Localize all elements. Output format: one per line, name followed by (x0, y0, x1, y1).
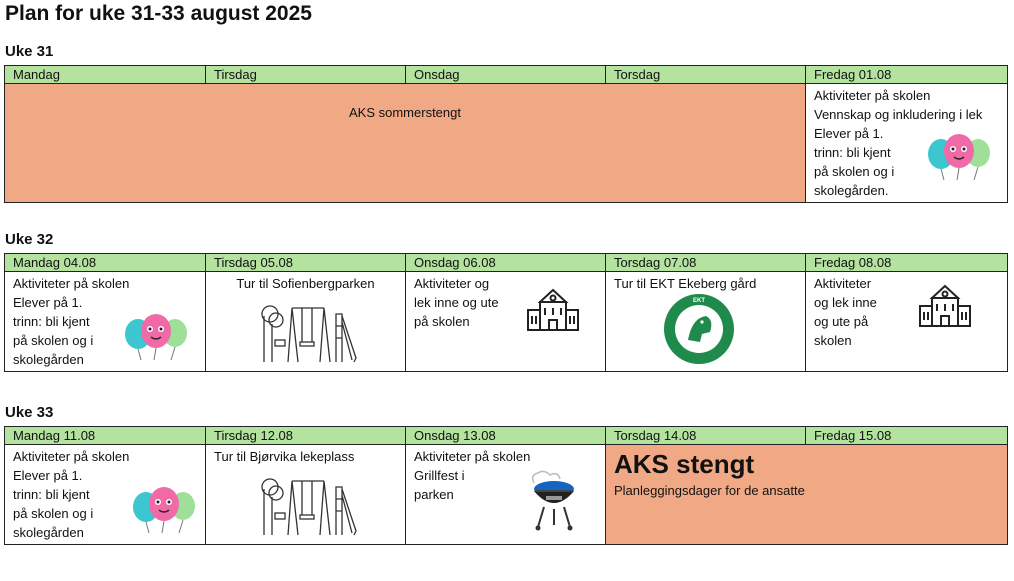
cell-line: skolen (814, 333, 852, 348)
cell-line: på skolen og i (13, 506, 94, 521)
cell-line: Aktiviteter på skolen (414, 449, 531, 464)
week-33-label: Uke 33 (5, 404, 54, 421)
cell-line: og lek inne (814, 295, 877, 310)
closed-cell (606, 445, 1008, 545)
closed-subtitle: Planleggingsdager for de ansatte (614, 483, 805, 498)
week-33-header-row (5, 427, 1008, 445)
tuesday-cell (206, 445, 406, 545)
week-31-header-row (5, 66, 1008, 84)
week-32-label: Uke 32 (5, 231, 54, 248)
playground-icon (258, 473, 360, 537)
farm-logo-icon (662, 292, 736, 366)
week-31-table (4, 65, 1008, 203)
monday-cell (5, 272, 206, 372)
logo-lettering: EKT (693, 298, 705, 304)
day-header: Onsdag (406, 66, 606, 84)
day-header: Torsdag 14.08 (606, 427, 806, 445)
cell-line: trinn: bli kjent (13, 487, 90, 502)
cell-line: Tur til Bjørvika lekeplass (214, 449, 355, 464)
cell-line: trinn: bli kjent (13, 314, 90, 329)
cell-line: Aktiviteter på skolen (13, 449, 130, 464)
cell-line: Aktiviteter på skolen (13, 276, 130, 291)
day-header: Torsdag (606, 66, 806, 84)
closed-text: AKS sommerstengt (349, 105, 461, 120)
day-header: Onsdag 13.08 (406, 427, 606, 445)
cell-line: Tur til Sofienbergparken (236, 276, 375, 291)
day-header: Fredag 15.08 (806, 427, 1008, 445)
thursday-cell (606, 272, 806, 372)
cell-line: Aktiviteter (814, 276, 872, 291)
school-icon (526, 286, 580, 332)
week-32-header-row (5, 254, 1008, 272)
cell-line: Grillfest i (414, 468, 465, 483)
grill-icon (528, 469, 580, 531)
day-header: Torsdag 07.08 (606, 254, 806, 272)
day-header: Tirsdag (206, 66, 406, 84)
cell-line: skolegården (13, 352, 84, 367)
balloons-icon (131, 487, 199, 535)
cell-line: parken (414, 487, 454, 502)
cell-line: Vennskap og inkludering i lek (814, 107, 983, 122)
day-header: Tirsdag 12.08 (206, 427, 406, 445)
wednesday-cell (406, 445, 606, 545)
day-header: Mandag 11.08 (5, 427, 206, 445)
cell-line: på skolen og i (814, 164, 895, 179)
day-header: Fredag 01.08 (806, 66, 1008, 84)
page-title: Plan for uke 31-33 august 2025 (5, 2, 312, 25)
day-header: Mandag (5, 66, 206, 84)
cell-line: og ute på (814, 314, 869, 329)
balloons-icon (123, 314, 191, 362)
playground-icon (258, 300, 360, 364)
cell-line: Aktiviteter og (414, 276, 490, 291)
day-header: Onsdag 06.08 (406, 254, 606, 272)
cell-line: Elever på 1. (814, 126, 884, 141)
friday-cell (806, 272, 1008, 372)
cell-line: trinn: bli kjent (814, 145, 891, 160)
closed-title: AKS stengt (614, 449, 755, 479)
cell-line: Tur til EKT Ekeberg gård (614, 276, 757, 291)
cell-line: Aktiviteter på skolen (814, 88, 931, 103)
cell-line: skolegården (13, 525, 84, 540)
day-header: Fredag 08.08 (806, 254, 1008, 272)
cell-line: på skolen og i (13, 333, 94, 348)
closed-cell (5, 84, 806, 203)
week-33-table (4, 426, 1008, 545)
monday-cell (5, 445, 206, 545)
wednesday-cell (406, 272, 606, 372)
cell-line: Elever på 1. (13, 295, 83, 310)
week-31-label: Uke 31 (5, 43, 54, 60)
friday-cell (806, 84, 1008, 203)
week-32-table (4, 253, 1008, 372)
tuesday-cell (206, 272, 406, 372)
cell-line: på skolen (414, 314, 470, 329)
cell-line: Elever på 1. (13, 468, 83, 483)
day-header: Mandag 04.08 (5, 254, 206, 272)
school-icon (918, 282, 972, 328)
day-header: Tirsdag 05.08 (206, 254, 406, 272)
balloons-icon (926, 134, 994, 182)
cell-line: lek inne og ute (414, 295, 499, 310)
cell-line: skolegården. (814, 183, 889, 198)
